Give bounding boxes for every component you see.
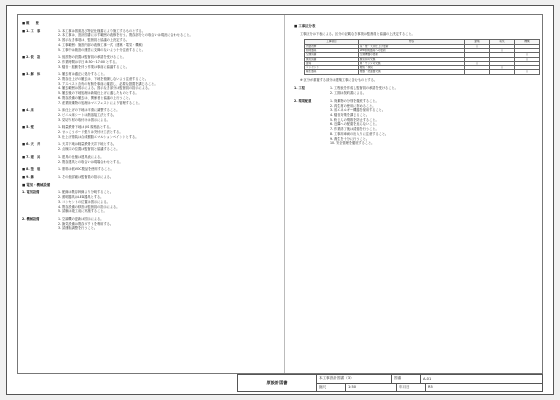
title-block-info: [317, 375, 542, 391]
drawing-frame: [17, 14, 543, 374]
spec-section: [22, 55, 277, 69]
section-body: [58, 29, 277, 53]
section-heading: ■ 3. 解 体: [22, 72, 41, 77]
spec-line: 2. 工期は契約書による。: [330, 91, 366, 96]
title-block-title: 原設計図書: [238, 375, 317, 391]
division-intro: 工事区分は下表による。区分の記載なき事項は監督員と協議の上決定すること。: [300, 31, 415, 36]
scale-label: 縮尺: [317, 384, 346, 392]
section-heading: 2. 環境配慮: [294, 98, 312, 103]
section-body: [58, 72, 277, 105]
spec-line: 3. 図示なき事項は、監督員と協議の上決定する。: [58, 38, 129, 43]
spec-section: [22, 175, 277, 180]
section-heading: 2. 機械設備: [22, 216, 40, 221]
spec-line: 6. 近隣への配慮を怠らないこと。: [330, 122, 379, 127]
spec-line: 1. 本工事は図面及び特記仕様書により施工するものとする。: [58, 28, 145, 33]
table-header: 内容: [358, 40, 464, 44]
table-cell: 換気設備: [305, 57, 359, 61]
table-cell: [465, 70, 490, 74]
spec-section: [22, 72, 277, 105]
spec-line: 2. 再生材の使用に努めること。: [330, 103, 376, 108]
equipment-heading: ■ 電気・機械設備: [22, 182, 51, 187]
section-heading: ■ 2. 仮 設: [22, 55, 41, 60]
division-heading: ■ 工事区分表: [294, 24, 316, 28]
table-cell: 空調設備: [305, 53, 359, 57]
spec-line: 3. 省エネルギー機器を採用すること。: [330, 108, 386, 113]
spec-section: [22, 155, 277, 164]
section-heading: ■ 4. 床: [22, 108, 34, 113]
spec-line: 1. 空調機の更新は図示による。: [58, 216, 104, 221]
section-heading: ■ 7. 建 具: [22, 154, 41, 159]
spec-line: 1. 配線は既存幹線より分岐すること。: [58, 190, 114, 195]
table-header: 建築: [465, 40, 490, 44]
spec-line: 1. 仮設物の設置は監督員の承諾を受けること。: [58, 55, 126, 60]
spec-line: 1. 床仕上げの下地は平滑に調整すること。: [58, 108, 120, 113]
spec-line: 1. その他詳細は監督員の指示による。: [58, 174, 114, 179]
section-heading: ■ 概 要: [22, 21, 39, 25]
table-cell: 衛生器具: [305, 70, 359, 74]
spec-line: 2. 点検口の位置は監督員と協議すること。: [58, 147, 120, 152]
section-heading: ■ 9. 雑: [22, 174, 34, 179]
section-body: [58, 125, 277, 139]
table-cell: ○: [515, 70, 540, 74]
table-header: 機械: [515, 40, 540, 44]
section-heading: ■ 8. 塗 装: [22, 167, 41, 172]
spec-line: 5. 工事中は施設の運営に支障のないよう十分注意すること。: [58, 47, 145, 52]
table-cell: [490, 70, 515, 74]
spec-line: 6. 既存設備の撤去は、関係者と協議の上行うこと。: [58, 95, 133, 100]
spec-line: 3. コンセントの位置は図示による。: [58, 199, 110, 204]
left-column: [22, 21, 277, 234]
section-body: [330, 99, 540, 146]
section-heading: 1. 工程: [294, 86, 305, 91]
date-value: R5: [428, 385, 433, 390]
drawing-sheet: [6, 5, 554, 395]
spec-section: [22, 21, 277, 26]
right-column: [294, 21, 540, 149]
column-divider: [284, 15, 285, 373]
spec-line: 4. 既存設備の移設は監督員の指示による。: [58, 204, 120, 209]
section-body: [58, 217, 277, 231]
spec-section: [22, 125, 277, 139]
section-heading: 1. 電気設備: [22, 190, 40, 195]
spec-line: 2. 既存仕上げの撤去は、下地を損傷しないよう注意すること。: [58, 77, 149, 82]
table-cell: ○: [490, 66, 515, 70]
spec-line: 7. 産業廃棄物の処理はマニフェストにより管理すること。: [58, 100, 142, 105]
table-cell: LED照明器具への更新: [358, 49, 464, 53]
spec-line: 4. 撤去範囲は図示による。図示なき部分は監督員の指示による。: [58, 86, 152, 91]
sheet-label: 図番: [392, 375, 421, 383]
spec-line: 1. 塗料は低VOC製品を使用すること。: [58, 167, 114, 172]
spec-line: 5. 試験は竣工前に実施すること。: [58, 209, 107, 214]
sheet-number: A-01: [423, 376, 432, 381]
spec-line: 1. 工程表を作成し監督員の承諾を受けること。: [330, 86, 398, 91]
section-body: [58, 21, 277, 26]
spec-line: 1. 天井下地は軽量鉄骨天井下地とする。: [58, 142, 117, 147]
table-cell: ○: [515, 53, 540, 57]
spec-line: 3. 騒音・振動を伴う作業は事前に協議すること。: [58, 64, 129, 69]
table-cell: 建具: [305, 61, 359, 65]
spec-section: [294, 86, 540, 95]
spec-section: [22, 190, 277, 214]
section-body: [58, 108, 277, 122]
spec-line: 2. 既存建具との取合いは現場合わせとする。: [58, 159, 123, 164]
spec-line: 2. 照明器具はLED器具とする。: [58, 195, 104, 200]
section-body: [58, 167, 277, 172]
table-note: ※ 区分が重複する部分は建築工事に含むものとする。: [300, 77, 377, 82]
section-heading: ■ 6. 天 井: [22, 142, 41, 147]
section-body: [58, 155, 277, 164]
table-cell: ○: [465, 44, 490, 48]
section-body: [58, 142, 277, 151]
section-body: [58, 175, 277, 180]
spec-section: [22, 167, 277, 172]
table-cell: 便器・洗面器交換: [358, 70, 464, 74]
table-cell: ○: [515, 57, 540, 61]
division-table: [304, 39, 540, 74]
spec-line: 4. 工事範囲：施設内部の改修工事一式（建築・電気・機械）: [58, 42, 145, 47]
spec-section: [22, 142, 277, 151]
spec-line: 1. 撤去材は適正に処分すること。: [58, 72, 107, 77]
section-body: [330, 86, 540, 95]
table-cell: 扉・サッシの交換: [358, 61, 464, 65]
spec-line: 8. 工事用車両の出入りに注意すること。: [330, 131, 389, 136]
table-cell: ○: [490, 49, 515, 53]
spec-line: 1. 建具の仕様は建具表による。: [58, 154, 104, 159]
spec-line: 2. 換気設備は既存ダクトを利用する。: [58, 221, 114, 226]
spec-section: [22, 108, 277, 122]
spec-section: [22, 29, 277, 53]
spec-line: 2. 本工事は、設計図書に示す範囲の改修を行う。既存部分との取合いは現況に合わせること。: [58, 33, 193, 38]
table-cell: 照明器具: [305, 49, 359, 53]
spec-line: 2. せっこうボード張りは突付け工法とする。: [58, 130, 123, 135]
table-cell: 換気扇の交換: [358, 57, 464, 61]
spec-line: 3. アスベスト含有の有無を事前に確認し、必要な措置を講じること。: [58, 81, 158, 86]
table-cell: 内装改修: [305, 44, 359, 48]
section-heading: ■ 5. 壁: [22, 125, 34, 130]
spec-line: 3. 仕上げ塗装は合成樹脂エマルションペイントとする。: [58, 134, 139, 139]
table-header: 工事項目: [305, 40, 359, 44]
spec-line: 1. 軽量鉄骨下地は JIS 規格品とする。: [58, 125, 113, 130]
date-label: 年月日: [397, 384, 426, 392]
table-cell: 床・壁・天井仕上げ更新: [358, 44, 464, 48]
table-cell: ○: [465, 61, 490, 65]
spec-section: [22, 217, 277, 231]
table-row: [305, 70, 540, 74]
section-body: [58, 55, 277, 69]
spec-line: 2. 作業時間は平日 8:30～17:00 とする。: [58, 59, 119, 64]
table-cell: 空調機器の更新: [358, 53, 464, 57]
table-header: 電気: [490, 40, 515, 44]
title-block: [237, 374, 543, 392]
spec-line: 3. 試運転調整を行うこと。: [58, 226, 98, 231]
table-cell: 増設・移設: [358, 66, 464, 70]
spec-line: 3. 見切り材の取付けは図示による。: [58, 117, 110, 122]
spec-line: 5. 粉じんの飛散を防止すること。: [330, 117, 379, 122]
spec-section: [294, 99, 540, 146]
spec-line: 1. 廃棄物の分別を徹底すること。: [330, 98, 379, 103]
spec-line: 2. ビニル床シートは熱溶接工法とする。: [58, 112, 117, 117]
project-name: 本工事設計図書（3）: [317, 375, 392, 383]
spec-line: 7. 作業終了後は清掃を行うこと。: [330, 127, 379, 132]
scale-value: 1:50: [346, 384, 397, 392]
spec-line: 9. 養生を十分に行うこと。: [330, 136, 370, 141]
section-heading: ■ 1. 工 事: [22, 28, 41, 33]
spec-line: 4. 騒音対策を講じること。: [330, 113, 370, 117]
section-body: [58, 190, 277, 214]
spec-line: 5. 撤去後の下地処理は新規仕上げに適したものとする。: [58, 91, 139, 96]
spec-line: 10. 安全管理を徹底すること。: [330, 141, 375, 146]
table-cell: コンセント: [305, 66, 359, 70]
